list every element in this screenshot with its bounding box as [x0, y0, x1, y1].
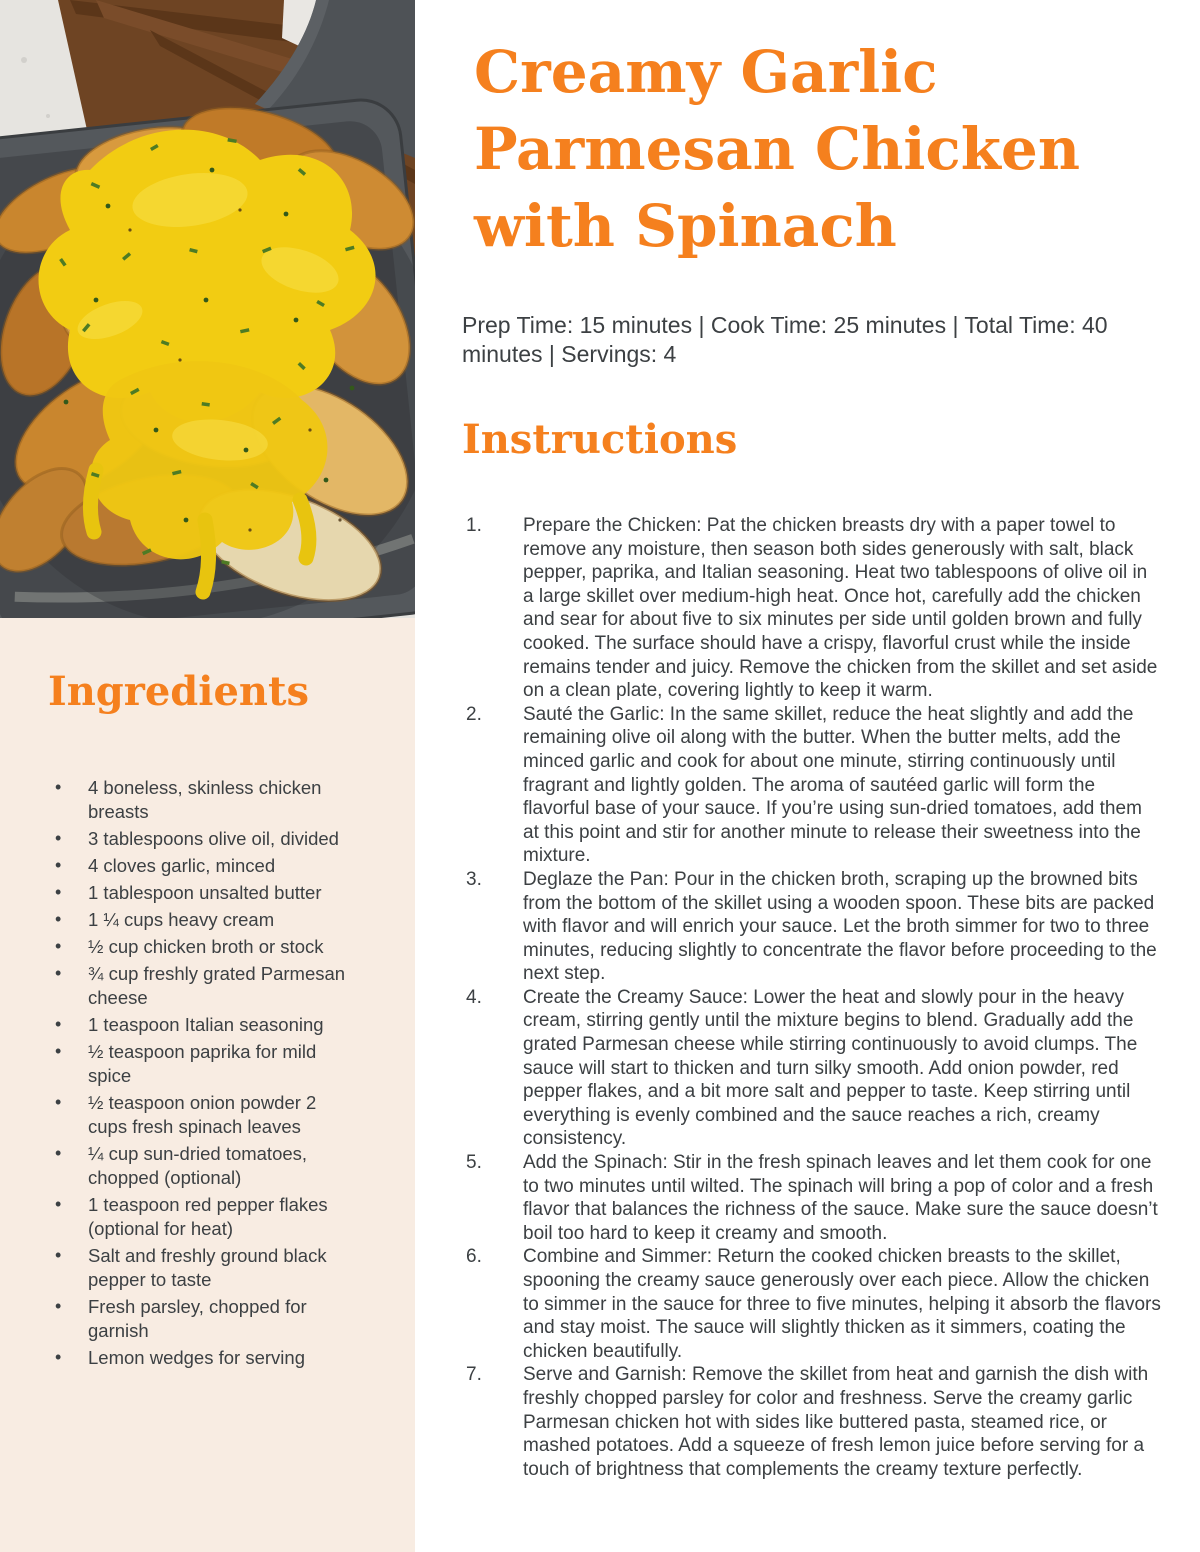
- ingredient-item: [48, 935, 360, 959]
- ingredient-item: [48, 962, 360, 1010]
- recipe-title: Creamy Garlic Parmesan Chicken with Spinach: [474, 38, 1080, 260]
- step-number: 1.: [466, 515, 482, 536]
- ingredient-text: ½ teaspoon paprika for mild spice: [88, 1041, 317, 1086]
- instruction-step: [462, 1245, 1162, 1363]
- bullet-icon: •: [55, 1143, 62, 1163]
- instruction-step: [462, 1363, 1162, 1481]
- bullet-icon: •: [55, 1347, 62, 1367]
- ingredient-text: 3 tablespoons olive oil, divided: [88, 828, 339, 849]
- step-text: Create the Creamy Sauce: Lower the heat and slowly pour in the heavy cream, stirring gently until the mixture begins to blend. Gradually add the grated Parmesan cheese while stirring continuously to avoid clumps. The sauce will start to thicken and turn silky smooth. Add onion powder, red pepper flakes, and a bit more salt and pepper to taste. Keep stirring until everything is evenly combined and the sauce reaches a rich, creamy consistency.: [523, 986, 1138, 1150]
- bullet-icon: •: [55, 855, 62, 875]
- step-number: 4.: [466, 986, 482, 1008]
- ingredient-item: [48, 1193, 360, 1241]
- ingredient-item: [48, 881, 360, 905]
- bullet-icon: •: [55, 1092, 62, 1112]
- step-text: Sauté the Garlic: In the same skillet, reduce the heat slightly and add the remaining olive oil along with the butter. When the butter melts, add the minced garlic and cook for about one minute, stirring continuously until fragrant and lightly golden. The aroma of sautéed garlic will form the flavorful base of your sauce. If you’re using sun-dried tomatoes, add them at this point and stir for another minute to release their sweetness into the mixture.: [523, 703, 1142, 867]
- bullet-icon: •: [55, 777, 62, 797]
- ingredient-text: 4 boneless, skinless chicken breasts: [88, 777, 322, 822]
- bullet-icon: •: [55, 1041, 62, 1061]
- ingredients-heading: Ingredients: [48, 668, 309, 715]
- bullet-icon: •: [55, 1245, 62, 1265]
- recipe-meta: Prep Time: 15 minutes | Cook Time: 25 minutes | Total Time: 40 minutes | Servings: 4: [462, 312, 1108, 367]
- ingredient-item: [48, 776, 360, 824]
- bullet-icon: •: [55, 828, 62, 848]
- recipe-photo: [0, 0, 415, 618]
- bullet-icon: •: [55, 963, 62, 983]
- step-number: 5.: [466, 1152, 482, 1174]
- instruction-step: [462, 1151, 1162, 1245]
- bullet-icon: •: [55, 882, 62, 902]
- step-number: 6.: [466, 1246, 482, 1268]
- ingredient-item: [48, 1142, 360, 1190]
- ingredient-text: ¼ cup sun-dried tomatoes, chopped (optional): [88, 1143, 308, 1188]
- step-number: 3.: [466, 868, 482, 890]
- ingredient-text: 1 teaspoon red pepper flakes (optional for heat): [88, 1194, 328, 1239]
- ingredient-item: [48, 1040, 360, 1088]
- instruction-step: [462, 703, 1162, 868]
- bullet-icon: •: [55, 1296, 62, 1316]
- ingredient-item: [48, 1244, 360, 1292]
- ingredient-text: Fresh parsley, chopped for garnish: [88, 1296, 307, 1341]
- ingredient-text: 1 teaspoon Italian seasoning: [88, 1014, 324, 1035]
- dish-photo-illustration: [0, 0, 415, 618]
- ingredient-text: 1 ¼ cups heavy cream: [88, 909, 275, 930]
- ingredient-item: [48, 854, 360, 878]
- ingredient-item: [48, 1013, 360, 1037]
- ingredient-text: Salt and freshly ground black pepper to taste: [88, 1245, 327, 1290]
- ingredient-item: [48, 908, 360, 932]
- step-text: Add the Spinach: Stir in the fresh spinach leaves and let them cook for one to two minutes until wilted. The spinach will bring a pop of color and a fresh flavor that balances the richness of the sauce. Make sure the sauce doesn’t boil too hard to keep it creamy and smooth.: [523, 1152, 1158, 1244]
- instruction-step: [462, 986, 1162, 1151]
- instruction-step: [462, 514, 1162, 703]
- left-column: [0, 0, 415, 1552]
- instruction-step: [462, 868, 1162, 986]
- step-text: Deglaze the Pan: Pour in the chicken broth, scraping up the browned bits from the bottom of the skillet using a wooden spoon. These bits are packed with flavor and will enrich your sauce. Let the broth simmer for two to three minutes, reducing slightly to concentrate the flavor before proceeding to the next step.: [523, 868, 1157, 985]
- ingredient-text: ½ cup chicken broth or stock: [88, 936, 324, 957]
- step-text: Serve and Garnish: Remove the skillet from heat and garnish the dish with freshly chopped parsley for color and freshness. Serve the creamy garlic Parmesan chicken hot with sides like buttered pasta, steamed rice, or mashed potatoes. Add a squeeze of fresh lemon juice before serving for a touch of brightness that complements the creamy texture perfectly.: [523, 1364, 1149, 1480]
- ingredient-item: [48, 1091, 360, 1139]
- ingredient-text: 4 cloves garlic, minced: [88, 855, 276, 876]
- ingredient-item: [48, 1295, 360, 1343]
- step-text: Prepare the Chicken: Pat the chicken breasts dry with a paper towel to remove any moisture, then season both sides generously with salt, black pepper, paprika, and Italian seasoning. Heat two tablespoons of olive oil in a large skillet over medium-high heat. Once hot, carefully add the chicken and sear for about five to six minutes per side until golden brown and fully cooked. The surface should have a crispy, flavorful crust while the inside remains tender and juicy. Remove the chicken from the skillet and set aside on a clean plate, covering lightly to keep it warm.: [523, 515, 1158, 702]
- step-number: 7.: [466, 1364, 482, 1386]
- bullet-icon: •: [55, 1014, 62, 1034]
- step-number: 2.: [466, 703, 482, 725]
- ingredient-text: ½ teaspoon onion powder 2 cups fresh spinach leaves: [88, 1092, 317, 1137]
- recipe-main: [462, 0, 1162, 1481]
- bullet-icon: •: [55, 936, 62, 956]
- ingredient-item: [48, 827, 360, 851]
- ingredient-item: [48, 1346, 360, 1370]
- bullet-icon: •: [55, 909, 62, 929]
- ingredients-section: [0, 618, 415, 1552]
- ingredient-text: Lemon wedges for serving: [88, 1347, 305, 1368]
- instructions-heading: Instructions: [462, 416, 738, 463]
- ingredient-text: ¾ cup freshly grated Parmesan cheese: [88, 963, 346, 1008]
- ingredients-list: [48, 776, 360, 1370]
- instructions-list: [462, 514, 1162, 1481]
- step-text: Combine and Simmer: Return the cooked chicken breasts to the skillet, spooning the creamy sauce generously over each piece. Allow the chicken to simmer in the sauce for three to five minutes, helping it absorb the flavors and stay moist. The sauce will slightly thicken as it simmers, coating the chicken beautifully.: [523, 1246, 1161, 1362]
- bullet-icon: •: [55, 1194, 62, 1214]
- ingredient-text: 1 tablespoon unsalted butter: [88, 882, 322, 903]
